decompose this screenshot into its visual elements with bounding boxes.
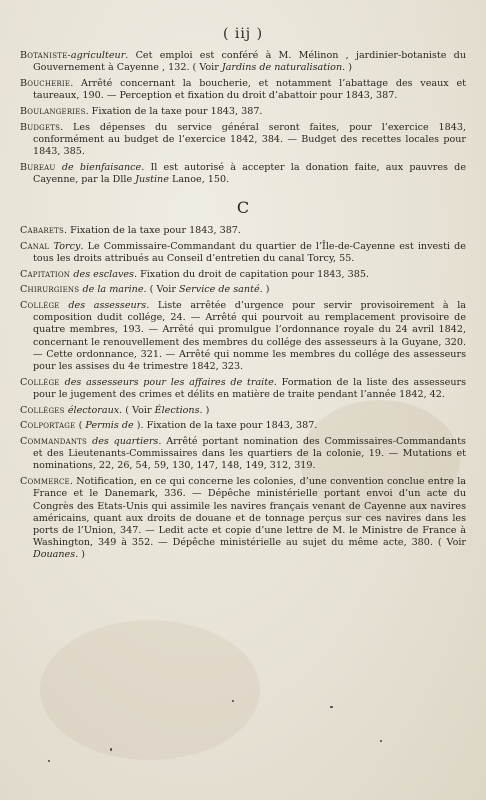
index-entry [20, 436, 466, 473]
entry-italic: des assesseurs pour les affaires de traite [64, 376, 274, 388]
entry-italic: des esclaves [73, 268, 134, 280]
entry-text: . Arrêté concernant la boucherie, et notamment l’abattage des veaux et taureaux, 190. — Perception et fixation du droit d’abattoir pour 1843, 387. [33, 77, 466, 102]
entry-text: . ) [199, 404, 210, 416]
ink-speck [232, 700, 234, 702]
entry-text: . Fixation de la taxe pour 1843, 387. [85, 105, 263, 117]
entry-italic: Élections [154, 404, 200, 416]
entries-c [20, 225, 466, 562]
index-entry [20, 162, 466, 186]
entry-heading: Commerce [20, 476, 70, 488]
entry-italic: des assesseurs [68, 300, 147, 312]
index-entry [20, 284, 466, 296]
index-entry [20, 405, 466, 417]
entry-text: . Fixation du droit de capitation pour 1843, 385. [133, 268, 369, 280]
index-entry [20, 476, 466, 561]
ink-speck [48, 760, 50, 762]
entry-text: . ( Voir [119, 404, 155, 416]
entry-heading: Boulangeries [20, 105, 86, 117]
entry-text: . ( Voir [143, 284, 179, 296]
ink-speck [110, 748, 112, 751]
entry-heading: Chirurgiens [20, 284, 83, 296]
entry-text: . Le Commissaire-Commandant du quartier de l’Île-de-Cayenne est investi de tous les droits attribués au Conseil d’entretien du canal Torcy, 55. [33, 240, 466, 264]
entry-heading: Collége [20, 300, 69, 312]
entry-italic: Justine [135, 173, 169, 185]
entry-text: . Arrêté portant nomination des Commissaires-Commandants et des Lieutenants-Commissaires dans les quartiers de la colonie, 19. — Mutations et nominations, 22, 26, 54, 59, 130, 147, 148, 149, 312, 319. [33, 436, 466, 472]
entry-italic: des quartiers [92, 436, 159, 448]
index-entry [20, 78, 466, 102]
index-entry [20, 225, 466, 237]
ink-speck [330, 706, 333, 708]
entry-text: . Liste arrêtée d’urgence pour servir provisoirement à la composition dudit collége, 24. — Arrêté qui pourvoit au remplacement provisoire de quatre membres, 193. — Arrêté qui promulgue l’ordonnance royale du 24 avril 1842, concernant le renouvellement des membres du collége des assesseurs à la Guyane, 320. — Cette ordonnance, 321. — Arrêté qui nomme les membres du collége des assesseurs pour les assises du 4e trimestre 1842, 323. [33, 300, 466, 373]
entry-heading: Collége [20, 376, 65, 388]
entry-heading: Canal [20, 240, 54, 252]
index-entry [20, 300, 466, 373]
index-content [20, 50, 466, 565]
index-entry [20, 50, 466, 74]
section-letter: C [236, 198, 250, 218]
entry-heading: Bureau [20, 161, 62, 173]
entry-heading: Colléges [20, 404, 68, 416]
entry-text: ). Fixation de la taxe pour 1843, 387. [133, 420, 318, 432]
index-entry [20, 241, 466, 265]
entry-text: . Il est autorisé à accepter la donation faite, aux pauvres de Cayenne, par la Dlle [33, 161, 466, 185]
entry-heading: Capitation [20, 268, 74, 280]
index-entry [20, 377, 466, 401]
entry-italic: agriculteur [70, 50, 126, 61]
entry-heading: Colportage [20, 420, 79, 432]
entry-italic: de bienfaisance [61, 161, 142, 173]
index-entry [20, 122, 466, 159]
entry-text: . Les dépenses du service général seront faites, pour l’exercice 1843, conformément au budget de l’exercice 1842, 384. — Budget des recettes locales pour 1843, 385. [33, 121, 466, 157]
entry-text: . Fixation de la taxe pour 1843, 387. [64, 225, 241, 237]
entry-text: . ) [342, 62, 352, 74]
entry-italic: Service de santé [178, 284, 260, 296]
entry-text: . ) [259, 284, 270, 296]
index-entry [20, 420, 466, 432]
index-entry [20, 269, 466, 281]
entry-text: Lanoe, 150. [168, 173, 230, 185]
entry-text: . ) [75, 549, 85, 561]
entry-text: . Formation de la liste des assesseurs pour le jugement des crimes et délits en matière de traite pendant l’année 1842, 42. [33, 376, 467, 400]
entry-text: . Cet emploi est conféré à M. Mélinon , jardinier-botaniste du Gouvernement à Cayenne , 132. ( Voir [33, 50, 466, 74]
entry-text: . Notification, en ce qui concerne les colonies, d’une convention conclue entre la France et le Danemark, 336. — Dépêche ministérielle portant envoi d’un acte du Congrès des Etats-Unis qui assimile les navires français venant de Cayenne aux navires américains, quant aux droits de douane et de tonnage perçus sur ces navires dans les ports de l’Union, 347. — Ledit acte et copie d’une lettre de M. le Ministre de France à Washington, 349 à 352. — Dépêche ministérielle au sujet du même acte, 380. ( Voir [33, 476, 466, 549]
entry-italic: Permis de [85, 420, 134, 432]
entry-text: ( [78, 420, 86, 432]
entry-heading: Cabarets [20, 225, 65, 237]
entry-italic: de la marine [82, 284, 144, 296]
entry-heading: Commandants [20, 436, 93, 448]
entry-heading: Budgets [20, 121, 61, 133]
entry-italic: Torcy [53, 240, 81, 252]
index-entry [20, 106, 466, 118]
entry-heading: Botaniste- [20, 50, 71, 61]
paper-stain [40, 620, 260, 760]
entry-italic: Jardins de naturalisation [221, 62, 343, 74]
entry-heading: Boucherie [20, 77, 71, 89]
page-number: ( iij ) [222, 26, 264, 42]
ink-speck [380, 740, 382, 742]
entries-b [20, 50, 466, 186]
entry-italic: Douanes [33, 549, 76, 561]
entry-italic: électoraux [67, 404, 120, 416]
